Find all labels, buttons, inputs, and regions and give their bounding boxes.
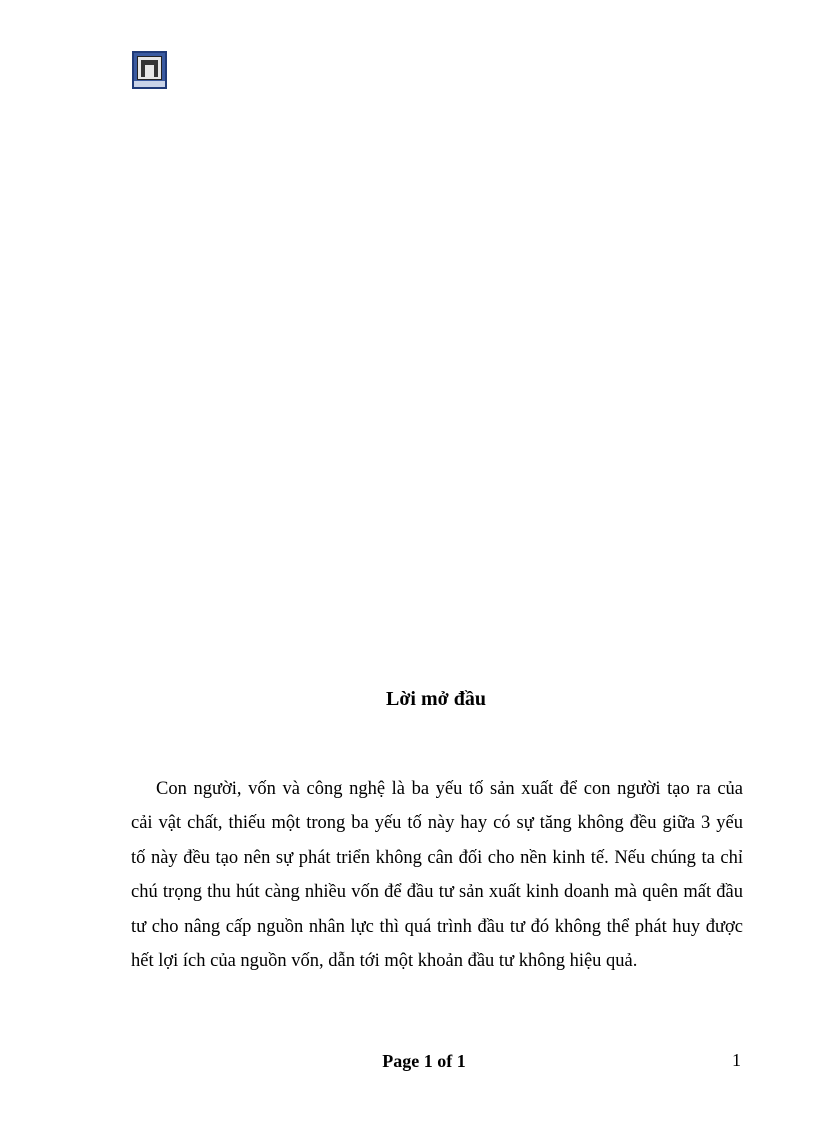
document-logo-icon [132, 51, 167, 89]
paragraph-line: tố này đều tạo nên sự phát triển không cân đối cho nền kinh tế. Nếu chúng ta chỉ [131, 847, 743, 868]
logo-frame [137, 56, 162, 80]
paragraph-line: cải vật chất, thiếu một trong ba yếu tố này hay có sự tăng không đều giữa 3 yếu [131, 813, 743, 834]
paragraph-line: hết lợi ích của nguồn vốn, dẫn tới một khoản đầu tư không hiệu quả. [131, 951, 638, 972]
page-count-label: Page 1 of 1 [382, 1051, 466, 1071]
intro-paragraph [131, 772, 743, 978]
page-number: 1 [732, 1050, 741, 1070]
logo-mark-left [141, 65, 145, 77]
paragraph-line: tư cho nâng cấp nguồn nhân lực thì quá trình đầu tư đó không thể phát huy được [131, 916, 743, 937]
logo-caption [134, 81, 165, 87]
document-title: Lời mở đầu [386, 688, 486, 710]
logo-mark-right [154, 65, 158, 77]
paragraph-line: chú trọng thu hút càng nhiều vốn để đầu tư sản xuất kinh doanh mà quên mất đầu [131, 882, 743, 903]
paragraph-line: Con người, vốn và công nghệ là ba yếu tố sản xuất để con người tạo ra của [156, 779, 743, 799]
